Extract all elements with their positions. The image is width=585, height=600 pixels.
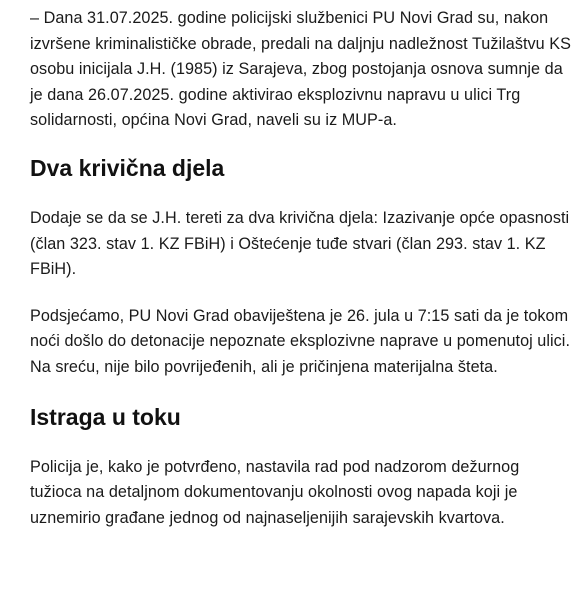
section-heading-investigation-ongoing: Istraga u toku	[30, 403, 181, 430]
paragraph-detonation-recap: Podsjećamo, PU Novi Grad obaviještena je 26. jula u 7:15 sati da je tokom noći došlo do detonacije nepoznate eksplozivne naprave u pomenutoj ulici. Na sreću, nije bilo povrijeđenih, ali je pričinjena materijalna šteta.	[30, 306, 570, 376]
paragraph-investigation: Policija je, kako je potvrđeno, nastavila rad pod nadzorom dežurnog tužioca na detaljnom dokumentovanju okolnosti ovog napada koji je uznemirio građane jednog od najnaseljenijih sarajevskih kvartova.	[30, 457, 520, 527]
intro-paragraph: – Dana 31.07.2025. godine policijski službenici PU Novi Grad su, nakon izvršene kriminalističke obrade, predali na daljnju nadležnost Tužilaštvu KS osobu inicijala J.H. (1985) iz Sarajeva, zbog postojanja osnova sumnje da je dana 26.07.2025. godine aktivirao eksplozivnu napravu u ulici Trg solidarnosti, općina Novi Grad, naveli su iz MUP-a.	[30, 9, 571, 130]
section-heading-two-criminal-acts: Dva krivična djela	[30, 154, 225, 181]
paragraph-charges: Dodaje se da se J.H. tereti za dva krivična djela: Izazivanje opće opasnosti (član 323. stav 1. KZ FBiH) i Oštećenje tuđe stvari (član 293. stav 1. KZ FBiH).	[30, 208, 570, 279]
